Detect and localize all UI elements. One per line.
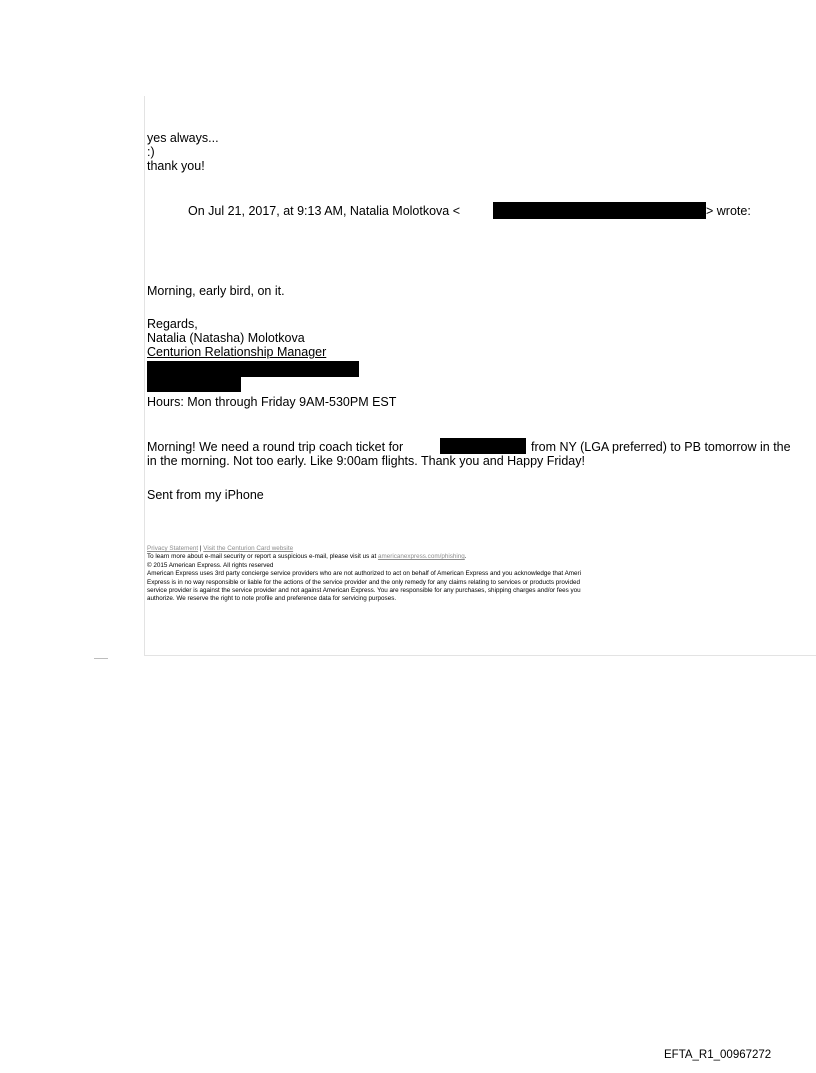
security-text: To learn more about e-mail security or report a suspicious e-mail, please visit us at xyxy=(147,553,378,561)
reply-line-1: yes always... xyxy=(147,131,219,145)
request-line-1-end: from NY (LGA preferred) to PB tomorrow in the xyxy=(531,440,791,454)
signature-title: Centurion Relationship Manager xyxy=(147,345,327,359)
sent-from-signature: Sent from my iPhone xyxy=(147,488,264,502)
centurion-website-link[interactable]: Visit the Centurion Card website xyxy=(203,545,294,552)
page-identifier: EFTA_R1_00967272 xyxy=(664,1049,772,1061)
email-body xyxy=(144,96,816,656)
footer-link-separator: | xyxy=(198,545,204,552)
message-text: Morning, early bird, on it. xyxy=(147,284,285,298)
request-line-2: in the morning. Not too early. Like 9:00am flights. Thank you and Happy Friday! xyxy=(147,454,585,468)
footer-disclaimer-line-1: American Express uses 3rd party concierge service providers who are not authorized to act on behalf of American Express and you acknowledge that Ameri xyxy=(147,570,582,578)
reply-line-3: thank you! xyxy=(147,159,205,173)
redacted-signature-line-1 xyxy=(147,361,359,377)
footer-disclaimer-line-3: service provider is against the service provider and not against American Express. You are responsible for any purchases, shipping charges and/or fees you xyxy=(147,587,581,595)
redacted-email-address xyxy=(493,202,706,219)
signature-regards: Regards, xyxy=(147,317,198,331)
phishing-link[interactable]: americanexpress.com/phishing xyxy=(377,553,465,561)
quote-header-prefix: On Jul 21, 2017, at 9:13 AM, Natalia Molotkova < xyxy=(188,204,461,218)
footer-disclaimer-line-2: Express is in no way responsible or liable for the actions of the service provider and the only remedy for any claims relating to services or products provided xyxy=(147,578,580,586)
footer-links-line xyxy=(147,545,581,553)
signature-hours: Hours: Mon through Friday 9AM-530PM EST xyxy=(147,395,397,409)
footer-disclaimer-line-4: authorize. We reserve the right to note profile and preference data for servicing purposes. xyxy=(147,595,397,603)
footer-copyright: © 2015 American Express. All rights reserved xyxy=(147,561,274,569)
redacted-name xyxy=(440,438,526,454)
margin-divider xyxy=(94,658,108,659)
request-line-1-start: Morning! We need a round trip coach ticket for xyxy=(147,440,404,454)
signature-name: Natalia (Natasha) Molotkova xyxy=(147,331,305,345)
security-text-end: . xyxy=(464,553,467,561)
footer-security-line xyxy=(147,553,581,561)
email-footer xyxy=(147,545,581,604)
reply-line-2: :) xyxy=(147,145,155,159)
redacted-signature-line-2 xyxy=(147,377,241,392)
quote-header-suffix: > wrote: xyxy=(706,204,751,218)
privacy-statement-link[interactable]: Privacy Statement xyxy=(147,545,199,552)
